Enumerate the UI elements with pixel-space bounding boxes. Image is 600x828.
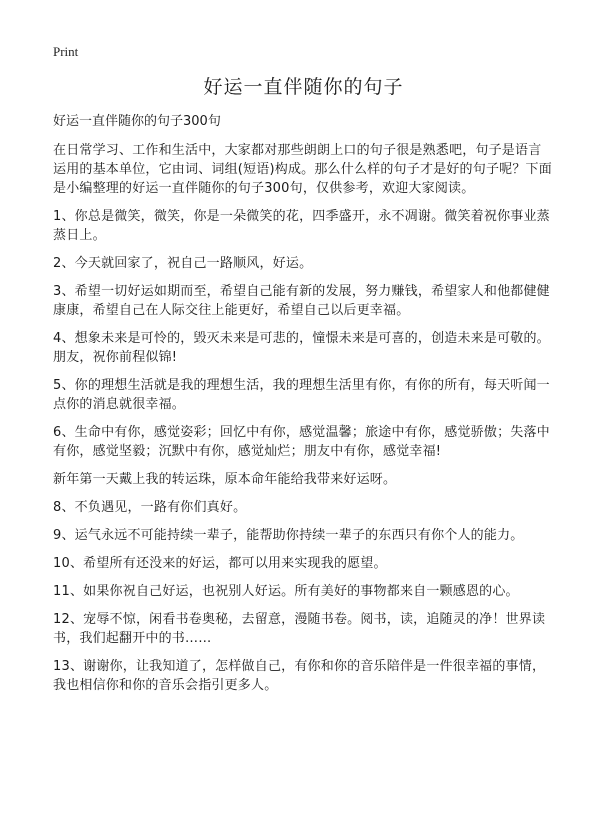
sentence-paragraph: 3、希望一切好运如期而至，希望自己能有新的发展，努力赚钱，希望家人和他都健健康康，希望自己在人际交往上能更好，希望自己以后更幸福。	[53, 284, 550, 318]
sentence-paragraph: 新年第一天戴上我的转运珠，原本命年能给我带来好运呀。	[53, 472, 397, 487]
document-subtitle: 好运一直伴随你的句子300句	[53, 114, 221, 129]
intro-paragraph: 在日常学习、工作和生活中，大家都对那些朗朗上口的句子很是熟悉吧，句子是语言运用的基本单位，它由词、词组(短语)构成。那么什么样的句子才是好的句子呢？下面是小编整理的好运一直伴随你的句子300句，仅供参考，欢迎大家阅读。	[53, 143, 552, 196]
sentence-paragraph: 11、如果你祝自己好运，也祝别人好运。所有美好的事物都来自一颗感恩的心。	[53, 584, 519, 599]
sentence-paragraph: 5、你的理想生活就是我的理想生活，我的理想生活里有你，有你的所有，每天听闻一点你的消息就很幸福。	[53, 378, 550, 412]
page-title: 好运一直伴随你的句子	[203, 76, 404, 98]
sentence-paragraph: 13、谢谢你，让我知道了，怎样做自己，有你和你的音乐陪伴是一件很幸福的事情，我也相信你和你的音乐会指引更多人。	[53, 659, 546, 693]
sentence-paragraph: 10、希望所有还没来的好运，都可以用来实现我的愿望。	[53, 556, 387, 571]
sentence-paragraph: 6、生命中有你，感觉姿彩；回忆中有你，感觉温馨；旅途中有你，感觉骄傲；失落中有你，感觉坚毅；沉默中有你，感觉灿烂；朋友中有你，感觉幸福!	[53, 425, 550, 459]
sentence-paragraph: 12、宠辱不惊，闲看书卷奥秘，去留意，漫随书卷。阅书，读，追随灵的净！世界读书，我们起翻开中的书……	[53, 612, 546, 646]
sentence-paragraph: 8、不负遇见，一路有你们真好。	[53, 500, 247, 515]
sentence-paragraph: 9、运气永远不可能持续一辈子，能帮助你持续一辈子的东西只有你个人的能力。	[53, 528, 524, 543]
print-label[interactable]: Print	[53, 44, 79, 59]
sentence-paragraph: 4、想象未来是可怜的，毁灭未来是可悲的，憧憬未来是可喜的，创造未来是可敬的。朋友，祝你前程似锦!	[53, 331, 550, 365]
sentence-paragraph: 2、今天就回家了，祝自己一路顺风，好运。	[53, 256, 313, 271]
sentence-paragraph: 1、你总是微笑，微笑，你是一朵微笑的花，四季盛开，永不凋谢。微笑着祝你事业蒸蒸日上。	[53, 209, 550, 243]
